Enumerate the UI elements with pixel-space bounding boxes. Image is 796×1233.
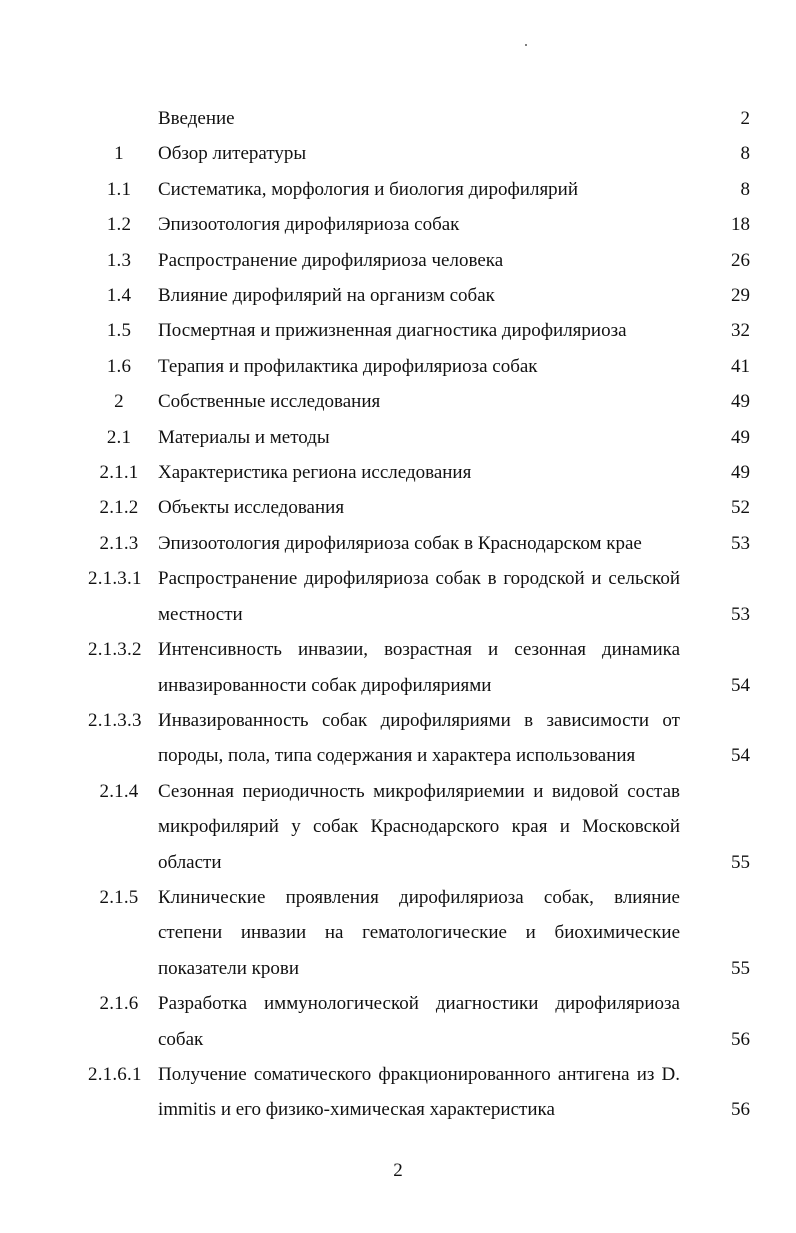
toc-entry-number: 1.6 — [106, 355, 132, 377]
toc-entry — [80, 207, 750, 242]
toc-entry-title: инвазированности собак дирофиляриями — [158, 674, 492, 696]
toc-entry-title: Клинические проявления дирофиляриоза собак, влияние — [158, 886, 680, 908]
toc-entry-title: Объекты исследования — [158, 497, 345, 519]
toc-entry — [80, 774, 750, 880]
toc-entry-title: Эпизоотология дирофиляриоза собак — [158, 214, 460, 236]
toc-entry-title: Введение — [158, 108, 235, 129]
toc-entry-number: 2 — [114, 391, 124, 413]
toc-entry — [80, 136, 750, 171]
toc-entry-number: 2.1.5 — [99, 886, 139, 908]
toc-entry — [80, 172, 750, 207]
toc-entry — [80, 880, 750, 986]
toc-entry-page: 53 — [731, 532, 750, 554]
toc-entry-title: Обзор литературы — [158, 143, 307, 165]
toc-entry-title: immitis и его физико-химическая характеристика — [158, 1099, 555, 1121]
toc-entry-number: 2.1.2 — [99, 497, 139, 519]
toc-entry-page: 26 — [731, 249, 750, 271]
toc-entry-page: 54 — [731, 745, 750, 767]
toc-entry-title: Влияние дирофилярий на организм собак — [158, 285, 495, 307]
toc-entry-number: 1.1 — [106, 178, 132, 200]
toc-entry-number: 2.1.6 — [99, 993, 139, 1015]
toc-entry-number: 2.1.3 — [99, 532, 139, 554]
toc-entry-title: области — [158, 851, 222, 873]
toc-entry-page: 56 — [731, 1028, 750, 1050]
toc-entry-page: 56 — [731, 1099, 750, 1121]
toc-entry-title: Эпизоотология дирофиляриоза собак в Краснодарском крае — [158, 532, 642, 554]
toc-entry-title: местности — [158, 603, 243, 625]
toc-entry-page: 49 — [731, 462, 750, 484]
toc-entry-page: 8 — [740, 178, 750, 200]
toc-entry-page: 29 — [731, 285, 750, 307]
toc-entry — [80, 101, 750, 136]
scan-speck — [525, 44, 527, 46]
toc-entry — [80, 455, 750, 490]
toc-entry — [80, 490, 750, 525]
toc-entry-title: собак — [158, 1028, 204, 1050]
toc-entry-title: Распространение дирофиляриоза человека — [158, 249, 504, 271]
toc-entry-page: 55 — [731, 957, 750, 979]
toc-entry — [80, 420, 750, 455]
toc-entry-page: 55 — [731, 851, 750, 873]
toc-entry-number: 1.4 — [106, 285, 132, 307]
toc-entry — [80, 526, 750, 561]
toc-entry — [80, 349, 750, 384]
toc-entry-title: степени инвазии на гематологические и биохимические — [158, 922, 680, 944]
toc-entry-page: 41 — [731, 355, 750, 377]
toc-entry-number: 2.1.1 — [99, 462, 139, 484]
toc-entry — [80, 278, 750, 313]
toc-entry-page: 32 — [731, 320, 750, 342]
toc-entry-number: 1.5 — [106, 320, 132, 342]
toc-entry-number: 1 — [114, 143, 124, 165]
toc-entry-title: породы, пола, типа содержания и характера использования — [158, 745, 636, 767]
toc-entry-page: 49 — [731, 391, 750, 413]
toc-entry-number: 2.1.3.3 — [88, 709, 142, 731]
toc-entry-number: 2.1.3.1 — [88, 568, 142, 590]
toc-entry-number: 2.1.4 — [99, 780, 139, 802]
toc-entry — [80, 1057, 750, 1128]
toc-entry-page: 53 — [731, 603, 750, 625]
toc-entry — [80, 243, 750, 278]
toc-entry-page: 52 — [731, 497, 750, 519]
toc-entry — [80, 313, 750, 348]
toc-entry-page: 8 — [740, 143, 750, 165]
toc-entry — [80, 561, 750, 632]
toc-entry-title: микрофилярий у собак Краснодарского края и Московской — [158, 816, 680, 838]
toc-entry-title: Получение соматического фракционированного антигена из D. — [158, 1063, 680, 1085]
toc-entry-number: 2.1.3.2 — [88, 639, 142, 661]
toc-entry-title: Систематика, морфология и биология дирофилярий — [158, 178, 579, 200]
toc-entry-number: 2.1 — [106, 426, 132, 448]
toc-entry-number: 1.2 — [106, 214, 132, 236]
toc-entry-title: Материалы и методы — [158, 426, 330, 448]
page-number: 2 — [393, 1160, 403, 1181]
toc-entry — [80, 384, 750, 419]
toc-entry-page: 2 — [740, 108, 750, 129]
toc-entry-page: 49 — [731, 426, 750, 448]
toc-entry — [80, 632, 750, 703]
toc-entry-title: Собственные исследования — [158, 391, 381, 413]
toc-entry-title: Распространение дирофиляриоза собак в городской и сельской — [158, 568, 680, 590]
toc-entry-title: Интенсивность инвазии, возрастная и сезонная динамика — [158, 639, 680, 661]
toc-entry-title: Разработка иммунологической диагностики дирофиляриоза — [158, 993, 680, 1015]
toc-entry-title: показатели крови — [158, 957, 299, 979]
toc-entry-page: 18 — [731, 214, 750, 236]
toc-entry-page: 54 — [731, 674, 750, 696]
toc-entry-number: 2.1.6.1 — [88, 1063, 142, 1085]
table-of-contents — [80, 101, 750, 1128]
toc-entry-title: Сезонная периодичность микрофиляриемии и видовой состав — [158, 780, 680, 802]
toc-entry-number: 1.3 — [106, 249, 132, 271]
toc-entry — [80, 986, 750, 1057]
toc-entry-title: Терапия и профилактика дирофиляриоза собак — [158, 355, 538, 377]
toc-entry — [80, 703, 750, 774]
toc-entry-title: Инвазированность собак дирофиляриями в зависимости от — [158, 709, 680, 731]
toc-entry-title: Посмертная и прижизненная диагностика дирофиляриоза — [158, 320, 627, 342]
toc-entry-title: Характеристика региона исследования — [158, 462, 472, 484]
